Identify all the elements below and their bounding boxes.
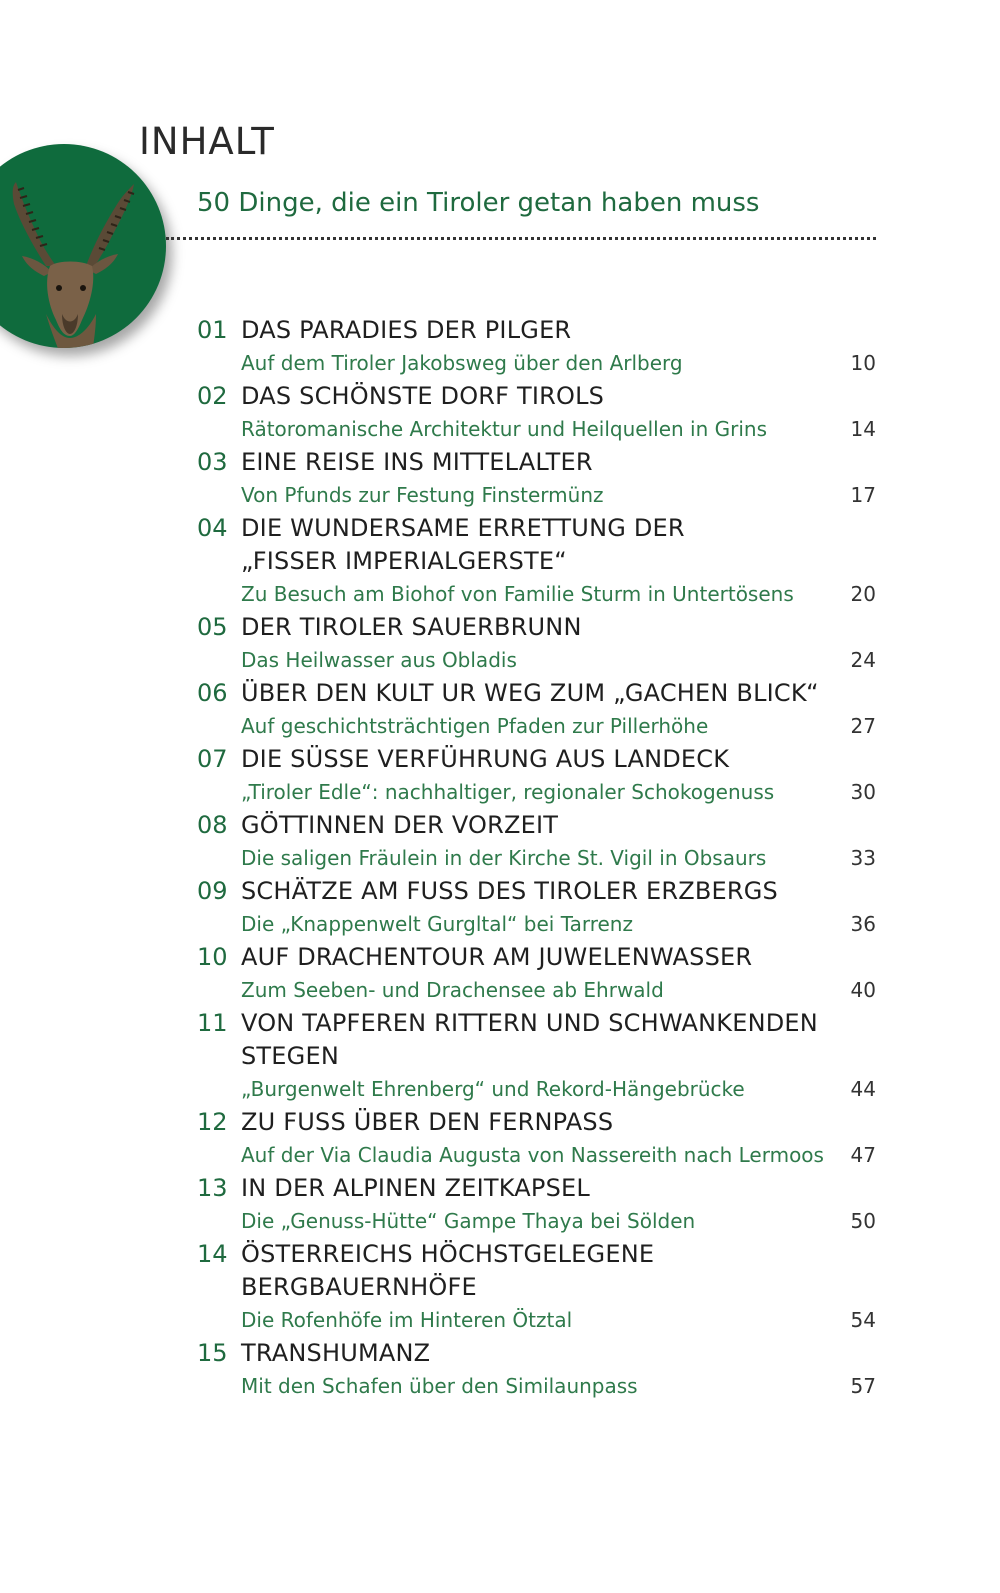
entry-page-number: 44 [850,1077,876,1101]
entry-number: 03 [197,448,228,476]
entry-subtitle: Die „Genuss-Hütte“ Gampe Thaya bei Sölden [241,1209,696,1233]
entry-page-number: 54 [850,1308,876,1332]
entry-heading: DIE WUNDERSAME ERRETTUNG DER [241,514,685,542]
entry-subtitle: Mit den Schafen über den Similaunpass [241,1374,638,1398]
entry-subtitle: Die „Knappenwelt Gurgltal“ bei Tarrenz [241,912,633,936]
entry-number: 01 [197,316,228,344]
toc-entry[interactable] [197,743,876,809]
toc-entry[interactable] [197,875,876,941]
entry-number: 09 [197,877,228,905]
toc-entry[interactable] [197,512,876,611]
entry-heading-continued: BERGBAUERNHÖFE [241,1273,477,1301]
entry-page-number: 10 [850,351,876,375]
toc-entry[interactable] [197,1007,876,1106]
entry-number: 10 [197,943,228,971]
entry-subtitle: Zu Besuch am Biohof von Familie Sturm in Untertösens [241,582,794,606]
entry-heading: AUF DRACHENTOUR AM JUWELENWASSER [241,943,753,971]
entry-subtitle: „Burgenwelt Ehrenberg“ und Rekord-Hängebrücke [241,1077,745,1101]
entry-number: 02 [197,382,228,410]
entry-page-number: 24 [850,648,876,672]
toc-entry[interactable] [197,1172,876,1238]
entry-heading: IN DER ALPINEN ZEITKAPSEL [241,1174,590,1202]
toc-entry[interactable] [197,1238,876,1337]
toc-entry[interactable] [197,446,876,512]
entry-page-number: 50 [850,1209,876,1233]
entry-number: 06 [197,679,228,707]
entry-page-number: 20 [850,582,876,606]
entry-subtitle: Auf der Via Claudia Augusta von Nassereith nach Lermoos [241,1143,824,1167]
entry-heading: DAS PARADIES DER PILGER [241,316,572,344]
entry-heading-continued: „FISSER IMPERIALGERSTE“ [241,547,567,575]
page-title: INHALT [139,120,275,163]
entry-page-number: 57 [850,1374,876,1398]
entry-subtitle: Auf dem Tiroler Jakobsweg über den Arlberg [241,351,683,375]
entry-heading: VON TAPFEREN RITTERN UND SCHWANKENDEN [241,1009,818,1037]
entry-number: 05 [197,613,228,641]
entry-number: 11 [197,1009,228,1037]
entry-heading: EINE REISE INS MITTELALTER [241,448,593,476]
entry-heading: DIE SÜSSE VERFÜHRUNG AUS LANDECK [241,745,730,773]
entry-number: 15 [197,1339,228,1367]
entry-page-number: 30 [850,780,876,804]
section-subtitle: 50 Dinge, die ein Tiroler getan haben muss [197,188,760,218]
table-of-contents [197,314,876,1403]
entry-number: 13 [197,1174,228,1202]
toc-entry[interactable] [197,314,876,380]
entry-subtitle: Von Pfunds zur Festung Finstermünz [241,483,604,507]
ibex-badge [0,144,166,348]
toc-entry[interactable] [197,1106,876,1172]
toc-entry[interactable] [197,677,876,743]
entry-page-number: 14 [850,417,876,441]
entry-subtitle: „Tiroler Edle“: nachhaltiger, regionaler Schokogenuss [241,780,775,804]
entry-subtitle: Die Rofenhöfe im Hinteren Ötztal [241,1308,573,1332]
entry-subtitle: Rätoromanische Architektur und Heilquellen in Grins [241,417,768,441]
entry-heading: ÜBER DEN KULT UR WEG ZUM „GACHEN BLICK“ [241,679,819,707]
entry-heading-continued: STEGEN [241,1042,339,1070]
toc-entry[interactable] [197,611,876,677]
entry-page-number: 40 [850,978,876,1002]
entry-page-number: 17 [850,483,876,507]
entry-heading: DAS SCHÖNSTE DORF TIROLS [241,382,605,410]
dotted-divider [166,237,876,240]
toc-entry[interactable] [197,380,876,446]
toc-entry[interactable] [197,1337,876,1403]
entry-heading: ZU FUSS ÜBER DEN FERNPASS [241,1108,614,1136]
entry-page-number: 33 [850,846,876,870]
toc-entry[interactable] [197,941,876,1007]
toc-entry[interactable] [197,809,876,875]
entry-number: 08 [197,811,228,839]
entry-subtitle: Zum Seeben- und Drachensee ab Ehrwald [241,978,664,1002]
entry-heading: DER TIROLER SAUERBRUNN [241,613,582,641]
entry-page-number: 47 [850,1143,876,1167]
entry-number: 12 [197,1108,228,1136]
entry-subtitle: Die saligen Fräulein in der Kirche St. Vigil in Obsaurs [241,846,767,870]
ibex-icon [0,144,166,348]
entry-page-number: 27 [850,714,876,738]
entry-subtitle: Das Heilwasser aus Obladis [241,648,517,672]
entry-number: 14 [197,1240,228,1268]
entry-heading: TRANSHUMANZ [241,1339,431,1367]
entry-number: 07 [197,745,228,773]
entry-heading: SCHÄTZE AM FUSS DES TIROLER ERZBERGS [241,877,778,905]
entry-heading: GÖTTINNEN DER VORZEIT [241,811,559,839]
entry-number: 04 [197,514,228,542]
entry-heading: ÖSTERREICHS HÖCHSTGELEGENE [241,1240,655,1268]
entry-subtitle: Auf geschichtsträchtigen Pfaden zur Pillerhöhe [241,714,709,738]
entry-page-number: 36 [850,912,876,936]
